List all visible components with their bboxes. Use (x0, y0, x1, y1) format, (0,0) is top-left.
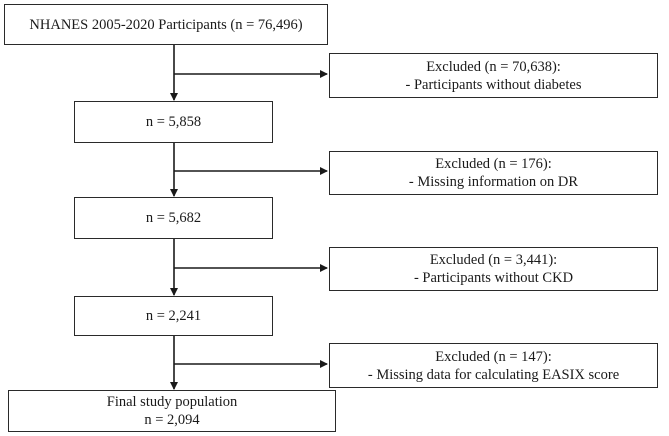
excluded-box-4 (329, 343, 658, 388)
excluded-box-2 (329, 151, 658, 195)
excluded-box-3-line-1: Excluded (n = 3,441): (429, 252, 558, 268)
step1-box-line-1: n = 5,858 (145, 114, 202, 130)
final-box-line-2: n = 2,094 (144, 412, 200, 428)
step2-box-line-1: n = 5,682 (145, 210, 202, 226)
excluded-box-4-line-2: - Missing data for calculating EASIX score (367, 366, 620, 383)
start-box-line-1: NHANES 2005-2020 Participants (n = 76,496) (29, 16, 303, 33)
excluded-box-1-line-2: - Participants without diabetes (405, 76, 582, 93)
excluded-box-2-line-2: - Missing information on DR (408, 174, 579, 190)
excluded-box-1-line-1: Excluded (n = 70,638): (426, 58, 561, 75)
excluded-box-1 (329, 53, 658, 98)
excluded-box-3 (329, 247, 658, 291)
final-box (8, 390, 336, 432)
excluded-box-3-line-2: - Participants without CKD (413, 270, 574, 286)
excluded-box-2-line-1: Excluded (n = 176): (435, 156, 552, 172)
excluded-box-4-line-1: Excluded (n = 147): (435, 348, 552, 365)
final-box-line-1: Final study population (106, 394, 238, 410)
start-box (4, 4, 328, 45)
step3-box (74, 296, 273, 336)
step2-box (74, 197, 273, 239)
step3-box-line-1: n = 2,241 (145, 308, 202, 324)
step1-box (74, 101, 273, 143)
